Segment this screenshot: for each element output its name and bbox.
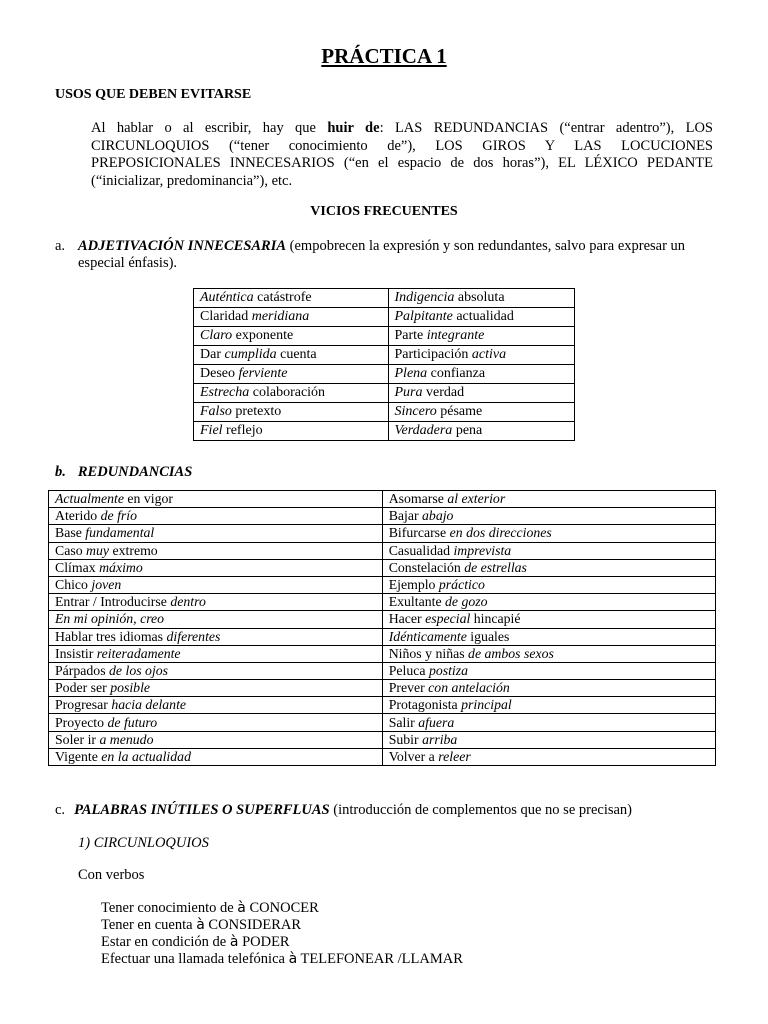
cell-plain-prefix: Peluca [388, 662, 429, 678]
cell-italic-word: práctico [438, 577, 485, 593]
cell-italic-word: al exterior [447, 491, 506, 507]
table-cell [194, 422, 389, 441]
table-cell [388, 365, 575, 384]
cell-plain-suffix: reflejo [222, 423, 263, 438]
cell-plain-prefix: Aterido [55, 508, 101, 524]
cell-italic-word: Estrecha [200, 385, 250, 400]
cell-plain-suffix: confianza [427, 366, 486, 381]
table-cell [49, 525, 383, 542]
list-item [101, 951, 463, 968]
cell-plain-prefix: Vigente [55, 748, 102, 764]
redundancias-table [48, 490, 716, 766]
table-cell [49, 559, 383, 576]
table-row [49, 559, 716, 576]
cell-plain-prefix: Poder ser [55, 680, 111, 696]
section-c-note: (introducción de complementos que no se precisan) [329, 802, 633, 818]
cell-plain-prefix: Progresar [55, 697, 112, 713]
section-b [55, 464, 192, 481]
cell-plain-suffix: absoluta [454, 290, 505, 305]
table-row [49, 576, 716, 593]
cell-italic-word: Verdadera [394, 423, 453, 438]
table-row [49, 594, 716, 611]
table-cell [382, 525, 715, 542]
cell-plain-prefix: Parte [394, 328, 427, 343]
cell-plain-prefix: Caso [55, 542, 87, 558]
page-title: PRÁCTICA 1 [321, 44, 447, 68]
cell-italic-word: cumplida [224, 347, 277, 362]
table-cell [194, 346, 389, 365]
cell-plain-prefix: Ejemplo [388, 577, 439, 593]
list-item [101, 900, 463, 917]
table-cell [194, 308, 389, 327]
cell-plain-prefix: Casualidad [388, 542, 454, 558]
cell-plain-prefix: Insistir [55, 645, 97, 661]
cell-italic-word: Sincero [394, 404, 437, 419]
table-cell [49, 748, 383, 765]
example-phrase: Estar en condición de [101, 934, 230, 950]
section-a-heading: ADJETIVACIÓN INNECESARIA [78, 238, 287, 254]
adjetivacion-table [193, 288, 575, 441]
table-cell [194, 365, 389, 384]
intro-bold: huir de [327, 120, 380, 136]
cell-plain-suffix: pésame [436, 404, 483, 419]
table-row [49, 714, 716, 731]
table-row [49, 748, 716, 765]
cell-italic-word: de futuro [107, 714, 158, 730]
table-cell [194, 289, 389, 308]
table-cell [49, 594, 383, 611]
table-cell [388, 308, 575, 327]
cell-plain-prefix: Deseo [200, 366, 239, 381]
table-cell [49, 714, 383, 731]
arrow-icon: à [196, 917, 205, 933]
cell-plain-suffix: catástrofe [253, 290, 312, 305]
cell-plain-suffix: verdad [422, 385, 465, 400]
table-cell [49, 542, 383, 559]
usos-heading: USOS QUE DEBEN EVITARSE [55, 87, 252, 102]
cell-plain-prefix: Entrar / Introducirse [55, 594, 171, 610]
table-cell [49, 611, 383, 628]
cell-italic-word: ferviente [238, 366, 288, 381]
cell-italic-word: Falso [200, 404, 232, 419]
cell-italic-word: joven [91, 577, 122, 593]
cell-italic-word: Fiel [200, 423, 223, 438]
cell-plain-prefix: Dar [200, 347, 225, 362]
arrow-icon: à [229, 934, 239, 950]
cell-plain-suffix: hincapié [470, 611, 521, 627]
table-cell [382, 697, 715, 714]
table-row [194, 384, 575, 403]
table-row [49, 611, 716, 628]
table-cell [382, 628, 715, 645]
cell-italic-word: integrante [426, 328, 485, 343]
section-c [55, 802, 735, 819]
cell-plain-prefix: Constelación [388, 559, 465, 575]
cell-plain-prefix: Bifurcarse [388, 525, 450, 541]
cell-italic-word: de gozo [445, 594, 488, 610]
arrow-icon: à [237, 900, 246, 916]
cell-italic-word: principal [461, 697, 512, 713]
section-a-note: (empobrecen la expresión y son redundantes, salvo para expresar un especial énfasis). [78, 238, 686, 271]
cell-italic-word: Indigencia [394, 290, 455, 305]
table-cell [382, 748, 715, 765]
table-cell [382, 594, 715, 611]
cell-italic-word: postiza [428, 662, 469, 678]
intro-paragraph [91, 120, 713, 190]
cell-italic-word: en la actualidad [101, 748, 191, 764]
cell-italic-word: releer [438, 748, 471, 764]
table-cell [49, 576, 383, 593]
example-replacement: PODER [238, 934, 290, 950]
cell-italic-word: hacia delante [111, 697, 187, 713]
section-a [55, 238, 715, 272]
cell-plain-suffix: actualidad [452, 309, 514, 324]
circunloquios-examples [101, 900, 463, 968]
table-cell [49, 491, 383, 508]
cell-italic-word: especial [425, 611, 471, 627]
table-row [194, 422, 575, 441]
cell-italic-word: imprevista [453, 542, 512, 558]
cell-italic-word: a menudo [99, 731, 154, 747]
cell-plain-prefix: Claridad [200, 309, 252, 324]
cell-plain-prefix: Base [55, 525, 86, 541]
cell-plain-prefix: Hablar tres idiomas [55, 628, 167, 644]
cell-italic-word: Palpitante [394, 309, 453, 324]
intro-after: : LAS REDUNDANCIAS (“entrar adentro”), LOS CIRCUNLOQUIOS (“tener conocimiento de”), LOS GIROS Y LAS LOCUCIONES PREPOSICIONALES INNECESARIOS (“en el espacio de dos horas”), EL LÉXICO PEDANTE (“inicializar, predominancia”), etc. [91, 120, 714, 189]
example-replacement: CONSIDERAR [204, 917, 302, 933]
cell-plain-suffix: extremo [109, 542, 158, 558]
table-cell [49, 697, 383, 714]
table-row [49, 542, 716, 559]
table-cell [194, 384, 389, 403]
example-phrase: Tener conocimiento de [101, 900, 238, 916]
table-cell [382, 542, 715, 559]
cell-italic-word: Pura [394, 385, 423, 400]
cell-plain-suffix: pena [452, 423, 483, 438]
cell-plain-prefix: Protagonista [388, 697, 462, 713]
table-row [49, 731, 716, 748]
table-row [49, 628, 716, 645]
table-cell [388, 422, 575, 441]
cell-italic-word: diferentes [166, 628, 221, 644]
cell-plain-prefix: Chico [55, 577, 92, 593]
circunloquios-subheading: 1) CIRCUNLOQUIOS [78, 835, 209, 851]
cell-italic-word: de estrellas [464, 559, 527, 575]
cell-italic-word: reiteradamente [96, 645, 181, 661]
table-cell [382, 576, 715, 593]
table-row [194, 327, 575, 346]
cell-italic-word: Actualmente [55, 491, 124, 507]
table-row [194, 365, 575, 384]
table-cell [49, 731, 383, 748]
arrow-icon: à [288, 951, 298, 967]
cell-plain-prefix: Participación [394, 347, 472, 362]
cell-plain-prefix: Hacer [388, 611, 426, 627]
example-replacement: TELEFONEAR /LLAMAR [297, 951, 463, 967]
cell-italic-word: muy [86, 542, 110, 558]
table-cell [382, 611, 715, 628]
cell-italic-word: de frío [100, 508, 138, 524]
cell-plain-suffix: en vigor [123, 491, 174, 507]
cell-italic-word: dentro [170, 594, 206, 610]
cell-italic-word: afuera [418, 714, 455, 730]
table-cell [49, 628, 383, 645]
cell-plain-suffix: cuenta [276, 347, 317, 362]
table-row [49, 697, 716, 714]
section-c-letter: c. [55, 802, 66, 818]
cell-italic-word: En mi opinión, creo [55, 611, 165, 627]
table-row [49, 662, 716, 679]
table-cell [388, 384, 575, 403]
table-cell [388, 327, 575, 346]
example-phrase: Efectuar una llamada telefónica [101, 951, 289, 967]
table-cell [382, 662, 715, 679]
cell-italic-word: de los ojos [109, 662, 169, 678]
section-a-letter: a. [55, 238, 66, 254]
cell-plain-prefix: Bajar [388, 508, 423, 524]
section-b-letter: b. [55, 464, 66, 480]
table-row [49, 508, 716, 525]
cell-plain-suffix: pretexto [231, 404, 282, 419]
cell-italic-word: de ambos sexos [468, 645, 554, 661]
cell-plain-prefix: Párpados [55, 662, 110, 678]
cell-italic-word: Claro [200, 328, 233, 343]
cell-plain-prefix: Asomarse [388, 491, 448, 507]
cell-plain-prefix: Proyecto [55, 714, 108, 730]
list-item [101, 917, 463, 934]
table-row [49, 525, 716, 542]
table-cell [382, 491, 715, 508]
cell-plain-prefix: Subir [388, 731, 423, 747]
table-row [194, 289, 575, 308]
cell-italic-word: fundamental [85, 525, 155, 541]
cell-italic-word: posible [110, 680, 151, 696]
cell-italic-word: abajo [422, 508, 454, 524]
table-cell [382, 731, 715, 748]
cell-italic-word: en dos direcciones [449, 525, 552, 541]
table-cell [382, 559, 715, 576]
table-row [49, 491, 716, 508]
table-cell [388, 346, 575, 365]
section-c-heading: PALABRAS INÚTILES O SUPERFLUAS [74, 802, 330, 818]
table-row [194, 308, 575, 327]
cell-italic-word: arriba [422, 731, 458, 747]
table-cell [382, 680, 715, 697]
cell-plain-prefix: Niños y niñas [388, 645, 469, 661]
cell-plain-prefix: Clímax [55, 559, 100, 575]
cell-plain-suffix: iguales [466, 628, 510, 644]
table-cell [49, 508, 383, 525]
cell-plain-prefix: Volver a [388, 748, 439, 764]
table-cell [194, 403, 389, 422]
cell-italic-word: con antelación [428, 680, 510, 696]
intro-before: Al hablar o al escribir, hay que [91, 120, 328, 136]
section-b-heading: REDUNDANCIAS [77, 464, 193, 480]
table-cell [388, 289, 575, 308]
table-cell [382, 508, 715, 525]
cell-italic-word: Idénticamente [388, 628, 467, 644]
table-cell [49, 662, 383, 679]
table-row [49, 645, 716, 662]
list-item [101, 934, 463, 951]
cell-italic-word: activa [471, 347, 507, 362]
cell-plain-suffix: colaboración [249, 385, 326, 400]
cell-plain-prefix: Salir [388, 714, 419, 730]
cell-plain-prefix: Prever [388, 680, 429, 696]
table-cell [382, 714, 715, 731]
cell-italic-word: Auténtica [200, 290, 254, 305]
table-cell [382, 645, 715, 662]
cell-plain-prefix: Soler ir [55, 731, 100, 747]
table-cell [194, 327, 389, 346]
table-row [194, 403, 575, 422]
cell-italic-word: máximo [99, 559, 143, 575]
cell-plain-suffix: exponente [232, 328, 294, 343]
example-phrase: Tener en cuenta [101, 917, 197, 933]
example-replacement: CONOCER [245, 900, 319, 916]
vicios-heading: VICIOS FRECUENTES [310, 204, 458, 219]
table-row [194, 346, 575, 365]
table-cell [49, 680, 383, 697]
table-cell [388, 403, 575, 422]
cell-plain-prefix: Exultante [388, 594, 446, 610]
cell-italic-word: meridiana [251, 309, 310, 324]
table-row [49, 680, 716, 697]
con-verbos-label: Con verbos [78, 867, 145, 883]
cell-italic-word: Plena [394, 366, 428, 381]
table-cell [49, 645, 383, 662]
